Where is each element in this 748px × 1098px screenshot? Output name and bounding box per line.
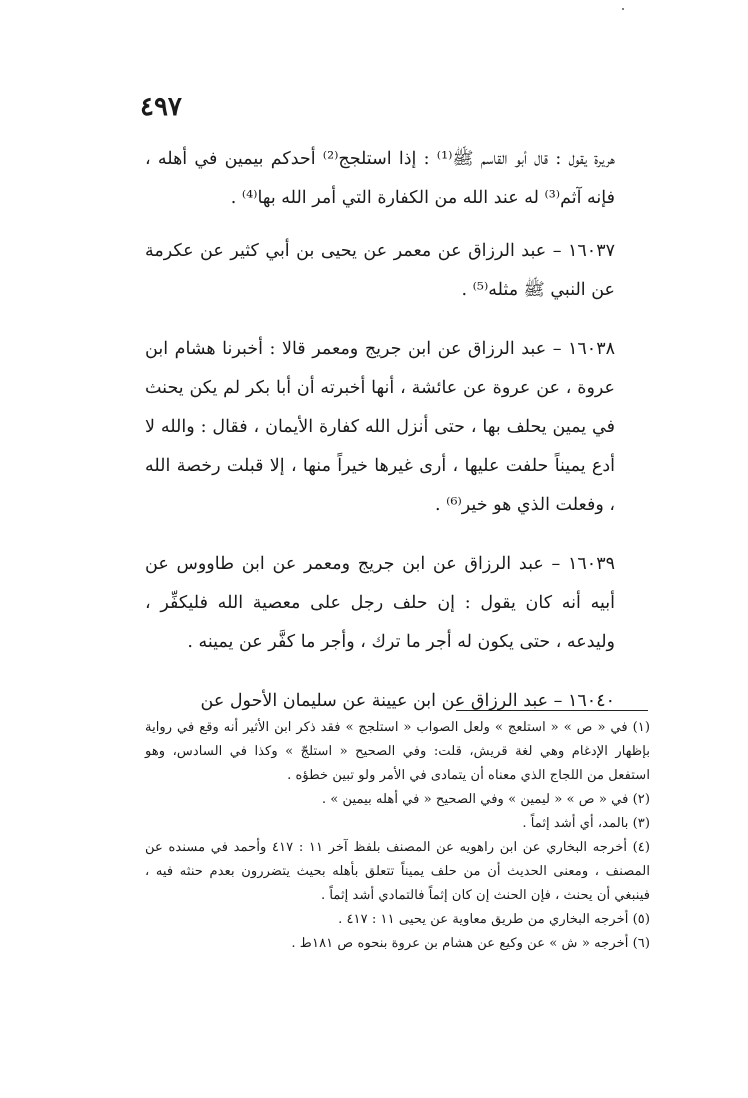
footnotes xyxy=(145,716,650,956)
hadith-16037: ١٦٠٣٧ – عبد الرزاق عن معمر عن يحيى بن أبي كثير عن عكرمة عن النبي ﷺ مثله⁽⁵⁾ . xyxy=(145,241,615,300)
footnote-2: (٢) في « ص » « ليمين » وفي الصحيح « في أهله بيمين » . xyxy=(321,792,650,807)
page-number: ٤٩٧ xyxy=(140,92,182,122)
hadith-16039: ١٦٠٣٩ – عبد الرزاق عن ابن جريج ومعمر عن ابن طاووس عن أبيه أنه كان يقول : إن حلف رجل على معصية الله فليكفِّر ، وليدعه ، حتى يكون له أجر ما ترك ، وأجر ما كفَّر عن يمينه . xyxy=(145,554,615,652)
footnote-5: (٥) أخرجه البخاري من طريق معاوية عن يحيى ١١ : ٤١٧ . xyxy=(338,912,650,927)
hadith-16040: ١٦٠٤٠ – عبد الرزاق عن ابن عيينة عن سليمان الأحول عن xyxy=(200,691,615,711)
footnote-6: (٦) أخرجه « ش » عن وكيع عن هشام بن عروة بنحوه ص ١٨١ط . xyxy=(291,936,650,951)
paragraph-continuation: هريرة يقول : قال أبو القاسم ﷺ⁽¹⁾ : إذا استلجج⁽²⁾ أحدكم بيمين في أهله ، فإنه آثم⁽³⁾ له عند الله من الكفارة التي أمر الله بها⁽⁴⁾ . xyxy=(145,149,615,208)
footnote-4: (٤) أخرجه البخاري عن ابن راهويه عن المصنف بلفظ آخر ١١ : ٤١٧ وأحمد في مسنده عن المصنف ، ومعنى الحديث أن من حلف يميناً تتعلق بأهله بحيث يتضررون بعدم حنثه فيه ، فينبغي أن يحنث ، فإن الحنث إن كان إثماً فالتمادي أشد إثماً . xyxy=(145,840,651,903)
footnote-divider xyxy=(456,710,648,711)
main-text xyxy=(145,140,615,741)
hadith-16038: ١٦٠٣٨ – عبد الرزاق عن ابن جريج ومعمر قالا : أخبرنا هشام ابن عروة ، عن عروة عن عائشة ، أنها أخبرته أن أبا بكر لم يكن يحنث في يمين يحلف بها ، حتى أنزل الله كفارة الأيمان ، فقال : والله لا أدع يميناً حلفت عليها ، أرى غيرها خيراً منها ، إلا قبلت رخصة الله ، وفعلت الذي هو خير⁽⁶⁾ . xyxy=(145,339,615,515)
scan-speck xyxy=(622,8,624,10)
footnote-1: (١) في « ص » « استلعج » ولعل الصواب « استلجج » فقد ذكر ابن الأثير أنه وقع في رواية بإظهار الإدغام وهي لغة قريش، قلت: وفي الصحيح « استلجّ » وكذا في السادس، وهو استفعل من اللجاج الذي معناه أن يتمادى في الأمر ولو تبين خطؤه . xyxy=(145,720,650,783)
footnote-3: (٣) بالمد، أي أشد إثماً . xyxy=(522,816,650,831)
